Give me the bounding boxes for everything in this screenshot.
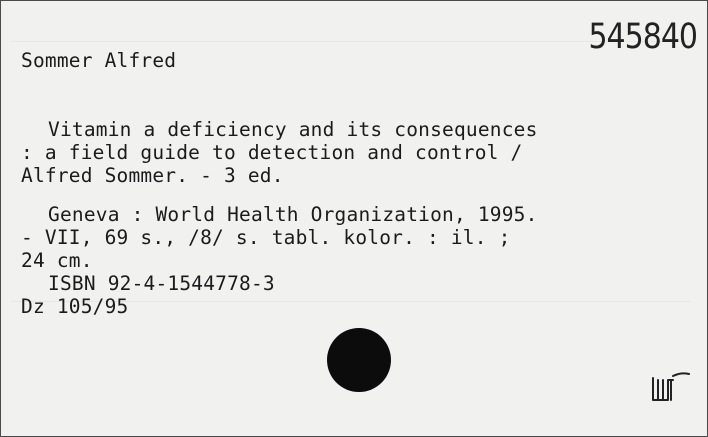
- handwritten-initials-icon: [651, 366, 691, 406]
- publication-line-1: Geneva : World Health Organization, 1995.: [48, 203, 538, 226]
- catalog-number: 545840: [588, 17, 697, 58]
- title-line-1: Vitamin a deficiency and its consequences: [48, 118, 538, 141]
- author-heading: Sommer Alfred: [21, 49, 177, 72]
- punch-hole: [327, 328, 391, 392]
- title-line-2: : a field guide to detection and control /: [21, 141, 523, 164]
- isbn: ISBN 92-4-1544778-3: [48, 272, 275, 295]
- publication-line-3: 24 cm.: [21, 249, 93, 272]
- shelf-mark: Dz 105/95: [21, 295, 129, 318]
- publication-line-2: - VII, 69 s., /8/ s. tabl. kolor. : il. ;: [21, 226, 511, 249]
- title-line-3: Alfred Sommer. - 3 ed.: [21, 164, 284, 187]
